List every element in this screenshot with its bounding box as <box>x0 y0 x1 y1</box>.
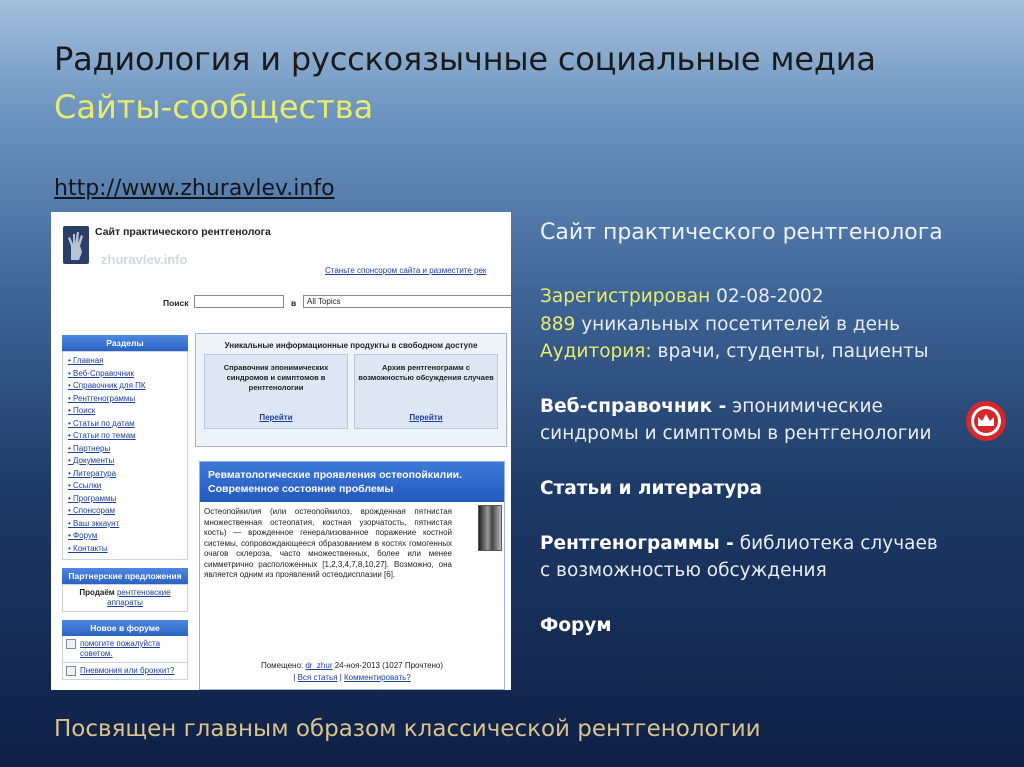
menu-item[interactable]: • Литература <box>68 468 117 478</box>
products-panel <box>195 333 507 447</box>
audience-line: Аудитория: врачи, студенты, пациенты <box>540 341 929 362</box>
menu-item[interactable]: • Справочник для ПК <box>68 381 146 390</box>
article-meta: Помещено: dr_zhur 24-ноя-2013 (1027 Прочтено) <box>260 661 444 670</box>
sections-menu <box>62 351 188 560</box>
menu-item[interactable]: • Документы <box>68 456 115 465</box>
menu-item[interactable]: • Программы <box>68 493 117 503</box>
partners-link[interactable]: рентгеновские аппараты <box>107 588 171 607</box>
go-link[interactable]: Перейти <box>409 413 443 422</box>
comment-link[interactable]: Комментировать? <box>344 673 411 682</box>
product-title: Справочник эпонимических синдромов и симптомов в рентгенологии <box>223 363 329 392</box>
article-actions: | Вся статья | Комментировать? <box>293 673 411 682</box>
visitors-line: 889 уникальных посетителей в день <box>540 314 901 335</box>
topic-select[interactable]: All Topics <box>303 295 511 308</box>
menu-item[interactable]: • Партнеры <box>68 443 111 453</box>
slide-title: Радиология и русскоязычные социальные медиа <box>54 40 876 78</box>
forum-line: Форум <box>540 615 612 636</box>
xray-hand-logo-icon <box>63 226 89 264</box>
sidebar <box>62 335 188 680</box>
menu-item[interactable]: • Статьи по датам <box>68 418 135 428</box>
menu-item[interactable]: • Рентгенограммы <box>68 393 136 403</box>
site-heading: Сайт практического рентгенолога <box>540 220 943 245</box>
search-label: Поиск <box>163 298 189 308</box>
webref-line-2: синдромы и симптомы в рентгенологии <box>540 423 932 444</box>
site-watermark: zhuravlev.info <box>101 252 188 267</box>
website-screenshot <box>51 212 511 690</box>
site-url-link[interactable]: http://www.zhuravlev.info <box>54 176 335 201</box>
go-link[interactable]: Перейти <box>259 413 293 422</box>
webref-line: Веб-справочник - эпонимические <box>540 396 883 417</box>
partners-title: Партнерские предложения <box>62 568 188 584</box>
menu-item[interactable]: • Контакты <box>68 543 108 553</box>
menu-item[interactable]: • Поиск <box>68 406 96 415</box>
xray-thumbnail[interactable] <box>478 505 502 551</box>
article-title[interactable]: Ревматологические проявления остеопойкилии. Современное состояние проблемы <box>200 462 504 502</box>
forum-item[interactable]: помогите пожалуйста советом. <box>62 636 188 663</box>
menu-item[interactable]: • Спонсорам <box>68 506 115 515</box>
author-link[interactable]: dr_zhur <box>305 661 333 670</box>
menu-item[interactable]: • Ссылки <box>68 481 102 490</box>
search-input[interactable] <box>194 295 284 308</box>
forum-item[interactable]: Пневмония или бронхит? <box>62 663 188 680</box>
menu-item[interactable]: • Веб-Справочник <box>68 368 134 378</box>
product-card <box>354 354 498 429</box>
partners-body: Продаём рентгеновские аппараты <box>62 584 188 612</box>
product-title: Архив рентгенограмм с возможностью обсуждения случаев <box>358 363 494 382</box>
menu-item[interactable]: • Ваш эккаунт <box>68 518 120 528</box>
sponsor-link[interactable]: Станьте спонсором сайта и разместите рек <box>325 266 487 275</box>
xray-line-2: с возможностью обсуждения <box>540 560 827 581</box>
menu-item[interactable]: • Форум <box>68 531 98 540</box>
articles-line: Статьи и литература <box>540 478 763 499</box>
topic-icon <box>66 639 76 649</box>
menu-item[interactable]: • Главная <box>68 356 104 365</box>
article-text: Остеопойкилия (или остеопойкилоз, врожденная пятнистая множественная остеопатия, костная узорчатость, пятнистая кость) — врожденное генерализованное поражение костной системы, сопровождающееся образованием в костях гомогенных очагов склероза, часто множественных, более или менее симметрично расположенных [1,2,3,4,7,8,10,27]. Возможно, она является одним из проявлений остеодисплазии [6]. <box>204 507 452 579</box>
full-article-link[interactable]: Вся статья <box>297 673 338 682</box>
search-in-label: в <box>291 298 297 308</box>
slide-subtitle: Сайты-сообщества <box>54 88 374 126</box>
products-title: Уникальные информационные продукты в свободном доступе <box>224 341 478 350</box>
forum-title: Новое в форуме <box>62 620 188 636</box>
slide-footer: Посвящен главным образом классической рентгенологии <box>54 716 761 742</box>
forum-panel <box>62 620 188 680</box>
registered-line: Зарегистрирован 02-08-2002 <box>540 286 824 307</box>
topic-icon <box>66 666 76 676</box>
xray-line: Рентгенограммы - библиотека случаев <box>540 533 938 554</box>
article-panel <box>199 461 505 690</box>
sections-title: Разделы <box>62 335 188 351</box>
partners-panel <box>62 568 188 612</box>
menu-item[interactable]: • Статьи по темам <box>68 431 136 440</box>
site-name: Сайт практического рентгенолога <box>95 226 271 238</box>
product-card <box>204 354 348 429</box>
crown-badge-icon <box>965 400 1007 442</box>
